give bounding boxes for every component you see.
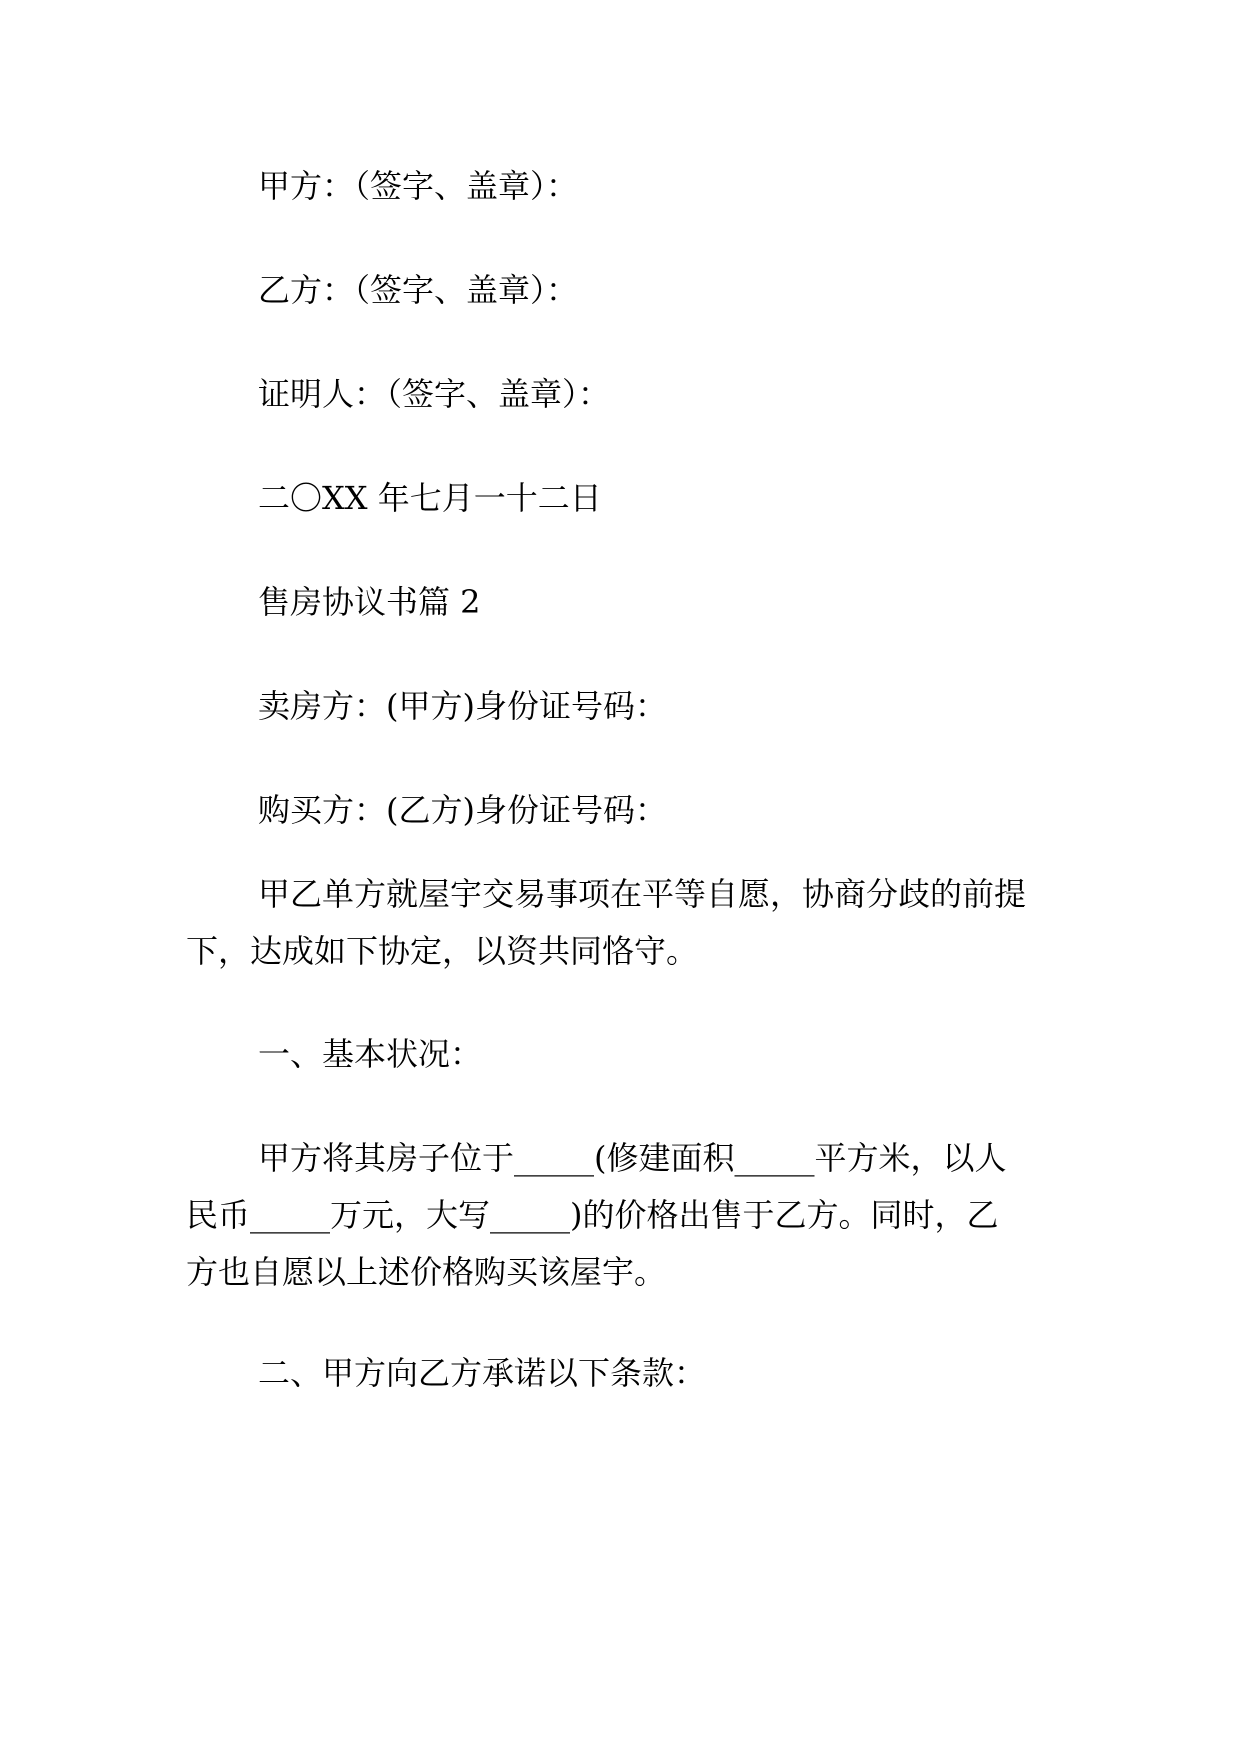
text-line: 购买方：(乙方)身份证号码：	[258, 791, 667, 829]
paragraph-sale-terms	[186, 1130, 1054, 1301]
paragraph-party-a-signature	[186, 158, 1054, 215]
text-line: 民币_____万元，大写_____)的价格出售于乙方。同时，乙	[186, 1196, 999, 1234]
text-line: 售房协议书篇 2	[258, 583, 481, 621]
paragraph-party-b-signature	[186, 262, 1054, 319]
paragraph-witness-signature	[186, 366, 1054, 423]
paragraph-preamble	[186, 866, 1054, 980]
section-title	[186, 574, 1054, 631]
text-line: 证明人：（签字、盖章）：	[258, 375, 611, 413]
heading-basic-status	[186, 1026, 1054, 1083]
text-line: 方也自愿以上述价格购买该屋宇。	[186, 1253, 667, 1291]
text-line: 乙方：（签字、盖章）：	[258, 271, 579, 309]
heading-party-a-commitments	[186, 1345, 1054, 1402]
text-line: 甲方将其房子位于_____(修建面积_____平方米，以人	[258, 1139, 1007, 1177]
paragraph-buyer	[186, 782, 1054, 839]
paragraph-date	[186, 470, 1054, 527]
text-line: 二、甲方向乙方承诺以下条款：	[258, 1354, 707, 1392]
text-line: 甲乙单方就屋宇交易事项在平等自愿，协商分歧的前提	[258, 875, 1027, 913]
text-line: 卖房方：(甲方)身份证号码：	[258, 687, 667, 725]
text-line: 一、基本状况：	[258, 1035, 483, 1073]
text-line: 下，达成如下协定，以资共同恪守。	[186, 932, 699, 970]
text-line: 二〇XX 年七月一十二日	[258, 479, 602, 517]
paragraph-seller	[186, 678, 1054, 735]
text-line: 甲方：（签字、盖章）：	[258, 167, 579, 205]
